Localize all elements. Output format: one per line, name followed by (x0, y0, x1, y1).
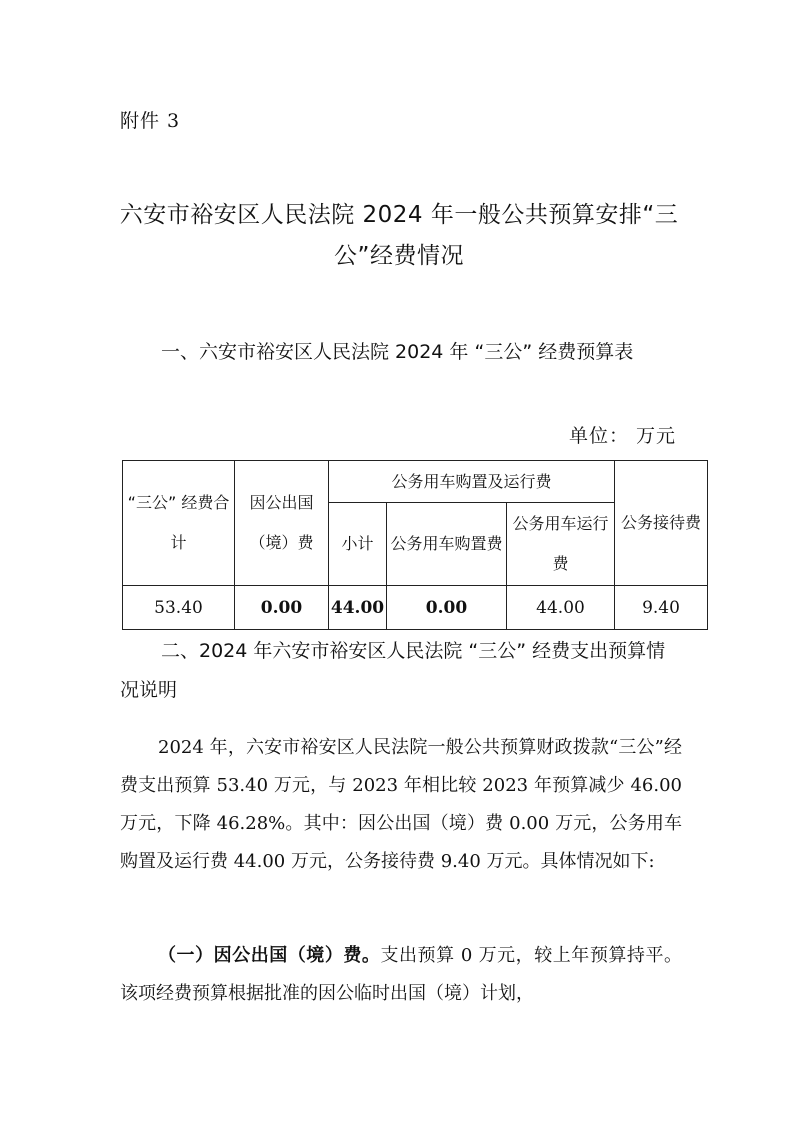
header-vehicle-operation: 公务用车运行费 (507, 503, 615, 586)
header-abroad: 因公出国（境）费 (235, 461, 329, 586)
paragraph-abroad-lead: （一）因公出国（境）费。 (158, 945, 381, 966)
header-vehicle-purchase: 公务用车购置费 (387, 503, 507, 586)
value-total: 53.40 (123, 586, 235, 630)
value-reception: 9.40 (615, 586, 708, 630)
table-header-row-1 (123, 461, 708, 503)
document-title-line-2: 公”经费情况 (334, 243, 464, 269)
header-total: “三公” 经费合计 (123, 461, 235, 586)
header-reception: 公务接待费 (615, 461, 708, 586)
header-subtotal: 小计 (329, 503, 387, 586)
value-vehicle-purchase: 0.00 (387, 586, 507, 630)
budget-table (122, 460, 708, 630)
table-row (123, 586, 708, 630)
document-title-line-1: 六安市裕安区人民法院 2024 年一般公共预算安排“三 (119, 202, 679, 228)
value-vehicle-operation: 44.00 (507, 586, 615, 630)
attachment-label: 附件 3 (120, 110, 181, 132)
section-1-heading: 一、六安市裕安区人民法院 2024 年 “三公” 经费预算表 (161, 341, 634, 363)
section-2-heading: 二、2024 年六安市裕安区人民法院 “三公” 经费支出预算情况说明 (120, 640, 666, 701)
unit-label: 单位： 万元 (568, 425, 676, 447)
paragraph-overview: 2024 年，六安市裕安区人民法院一般公共预算财政拨款“三公”经费支出预算 53.40 万元，与 2023 年相比较 2023 年预算减少 46.00 万元，下降 46.28%。其中：因公出国（境）费 0.00 万元，公务用车购置及运行费 44.00 万元，公务接待费 9.40 万元。具体情况如下: (120, 737, 682, 872)
paragraph-abroad-text: 支出预算 0 万元，较上年预算持平。该项经费预算根据批准的因公临时出国（境）计划， (120, 945, 682, 1004)
value-subtotal: 44.00 (329, 586, 387, 630)
paragraph-abroad (120, 937, 682, 1013)
value-abroad: 0.00 (235, 586, 329, 630)
header-vehicle-group: 公务用车购置及运行费 (329, 461, 615, 503)
document-title (116, 195, 682, 277)
